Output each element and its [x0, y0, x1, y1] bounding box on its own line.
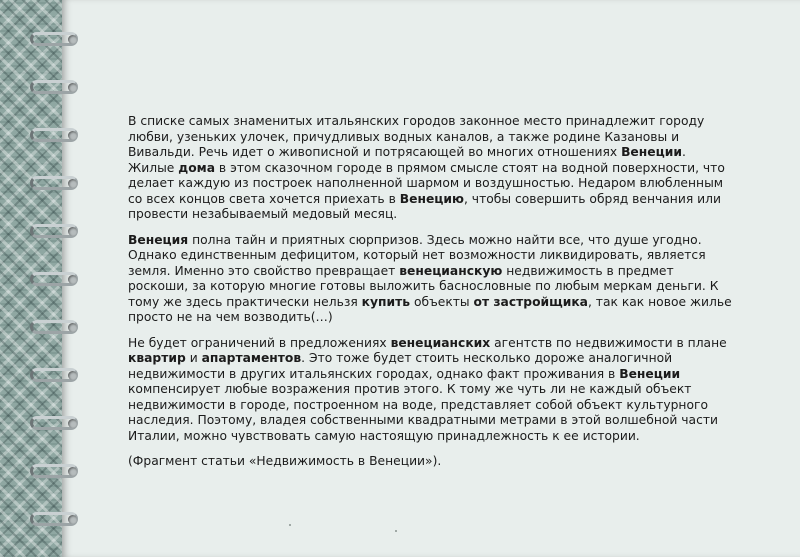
binding-ring [30, 222, 82, 242]
article-source: (Фрагмент статьи «Недвижимость в Венеции»). [128, 454, 442, 468]
ring-hole [68, 419, 77, 428]
binding-ring [30, 78, 82, 98]
binding-ring [30, 366, 82, 386]
ring-hole [68, 227, 77, 236]
ring-hole [68, 83, 77, 92]
bold-term: от застройщика [473, 294, 588, 309]
bold-term: дома [178, 160, 216, 175]
binding-ring [30, 318, 82, 338]
binding-ring [30, 414, 82, 434]
binding-ring [30, 126, 82, 146]
bold-term: Венеции [619, 366, 681, 381]
ring-hole [68, 515, 77, 524]
bold-term: венецианских [390, 335, 491, 350]
ring-hole [68, 35, 77, 44]
ring-hole [68, 179, 77, 188]
binding-ring [30, 174, 82, 194]
article-body [128, 114, 733, 480]
bold-term: квартир [128, 351, 186, 365]
ring-hole [68, 371, 77, 380]
ring-hole [68, 323, 77, 332]
paragraph-3: Не будет ограничений в предложениях венецианских агентств по недвижимости в плане квартир и апартаментов. Это тоже будет стоить несколько дороже аналогичной недвижимости в других итальянских городах, однако факт проживания в Венеции компенсирует любые возражения против этого. К тому же чуть ли не каждый объект недвижимости в городе, построенном на воде, представляет собой объект культурного наследия. Поэтому, владея собственными квадратными метрами в этой волшебной части Италии, можно чувствовать самую настоящую принадлежность к ее истории. [128, 335, 727, 443]
paper-speck [289, 524, 291, 526]
binding-ring [30, 510, 82, 530]
paper-speck [395, 530, 397, 532]
bold-term: Венецию [399, 191, 464, 206]
bold-term: Венеции [621, 145, 682, 159]
binding-ring [30, 30, 82, 50]
ring-hole [68, 275, 77, 284]
binding-ring [30, 270, 82, 290]
bold-term: венецианскую [399, 263, 503, 278]
bold-term: купить [361, 294, 411, 309]
bold-term: апартаментов [201, 351, 302, 365]
paragraph-2: Венеция полна тайн и приятных сюрпризов. Здесь можно найти все, что душе угодно. Однако единственным дефицитом, который нет возможности ликвидировать, является земля. Именно это свойство превращает венецианскую недвижимость в предмет роскоши, за которую многие готовы выложить баснословные по любым меркам деньги. К тому же здесь практически нельзя купить объекты от застройщика, так как новое жилье просто не на чем возводить(…) [128, 232, 732, 324]
bold-term: Венеция [128, 232, 189, 247]
ring-hole [68, 467, 77, 476]
binding-ring [30, 462, 82, 482]
paragraph-1: В списке самых знаменитых итальянских городов законное место принадлежит городу любви, узеньких улочек, причудливых водных каналов, а также родине Казановы и Вивальди. Речь идет о живописной и потрясающей во многих отношениях Венеции. Жилые дома в этом сказочном городе в прямом смысле стоят на водной поверхности, что делает каждую из построек наполненной шармом и воздушностью. Недаром влюбленным со всех концов света хочется приехать в Венецию, чтобы совершить обряд венчания или провести незабываемый медовый месяц. [128, 114, 725, 221]
ring-hole [68, 131, 77, 140]
